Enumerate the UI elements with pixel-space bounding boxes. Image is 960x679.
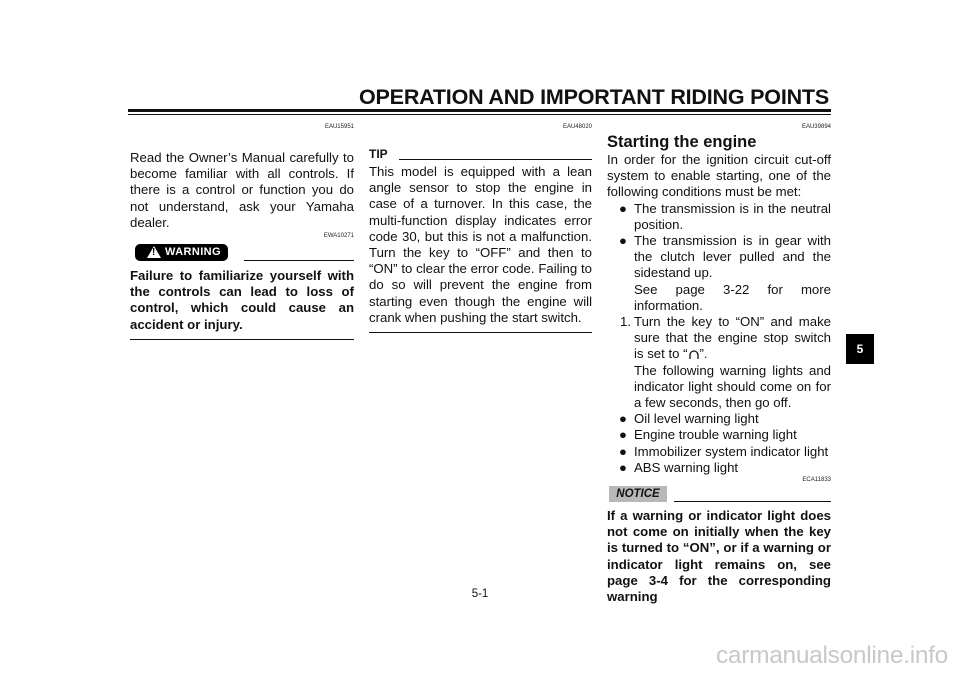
watermark: carmanualsonline.info	[715, 642, 948, 669]
page-title: OPERATION AND IMPORTANT RIDING POINTS	[359, 85, 829, 109]
see-page-note	[607, 282, 831, 314]
list-item	[607, 460, 831, 476]
list-item	[607, 233, 831, 282]
step-text-prefix: Turn the key to “ON” and make sure that the engine stop switch is set to “	[634, 314, 831, 362]
notice-badge: NOTICE	[609, 486, 667, 502]
tip-rule	[399, 159, 592, 160]
step-note-text: The following warning lights and indicator light should come on for a few seconds, then go off.	[634, 362, 831, 411]
list-item	[607, 444, 831, 460]
column-3	[607, 124, 831, 605]
reference-code: EAU15951	[324, 124, 354, 130]
list-item	[607, 427, 831, 443]
tip-text: This model is equipped with a lean angle sensor to stop the engine in case of a turnover. In this case, the multi-function display indicates error code 30, but this is not a malfunction. Turn the key to “OFF” and then to “ON” to clear the error code. Failing to do so will prevent the engine from starting even though the engine will crank when pushing the start switch.	[369, 164, 592, 333]
reference-code: EAU39894	[801, 124, 831, 130]
column-2	[369, 124, 592, 333]
light-text: Engine trouble warning light	[634, 427, 797, 443]
list-item	[607, 411, 831, 427]
intro-paragraph: Read the Owner’s Manual carefully to become familiar with all controls. If there is a control or function you do not understand, ask your Yamaha dealer.	[130, 150, 354, 230]
condition-text: The transmission is in gear with the clutch lever pulled and the sidestand up.	[634, 233, 831, 281]
bullet-icon: ●	[619, 200, 627, 216]
notice-header	[607, 484, 831, 506]
warning-label: WARNING	[165, 246, 221, 259]
bullet-icon: ●	[619, 233, 627, 249]
bullet-icon: ●	[619, 411, 627, 427]
step-number: 1.	[620, 314, 631, 330]
exclamation-icon: !	[152, 247, 156, 259]
light-text: Immobilizer system indicator light	[634, 443, 829, 459]
light-text: Oil level warning light	[634, 411, 759, 427]
column-1	[130, 124, 354, 340]
engine-run-icon	[688, 350, 700, 359]
bullet-icon: ●	[619, 427, 627, 443]
bullet-icon: ●	[619, 459, 627, 475]
header-rule-thin	[128, 114, 831, 115]
bullet-icon: ●	[619, 443, 627, 459]
list-item	[607, 201, 831, 233]
reference-code: EAU48020	[562, 124, 592, 130]
step-note	[607, 363, 831, 412]
step-item	[607, 314, 831, 363]
page-number: 5-1	[471, 588, 489, 600]
warning-badge	[135, 244, 228, 261]
notice-code: ECA11833	[802, 477, 831, 484]
section-title: Starting the engine	[607, 133, 757, 151]
notice-text: If a warning or indicator light does not come on initially when the key is turned to “ON”, or if a warning or indicator light remains on, see page 3-4 for the corresponding warning	[607, 508, 831, 605]
tip-header	[369, 146, 592, 164]
warning-header	[130, 242, 354, 264]
header-rule-thick	[128, 109, 831, 112]
step-text-suffix: ”.	[699, 346, 708, 362]
warning-rule	[244, 260, 354, 261]
see-page-text: See page 3-22 for more information.	[634, 281, 831, 313]
warning-text: Failure to familiarize yourself with the controls can lead to loss of control, which could cause an accident or injury.	[130, 268, 354, 340]
tip-label: TIP	[369, 147, 388, 161]
notice-rule	[674, 501, 831, 502]
chapter-tab: 5	[846, 334, 874, 364]
condition-text: The transmission is in the neutral position.	[634, 200, 831, 232]
light-text: ABS warning light	[634, 459, 739, 475]
warning-code: EWA10271	[323, 233, 354, 240]
intro-paragraph: In order for the ignition circuit cut-off system to enable starting, one of the following conditions must be met:	[607, 152, 831, 200]
